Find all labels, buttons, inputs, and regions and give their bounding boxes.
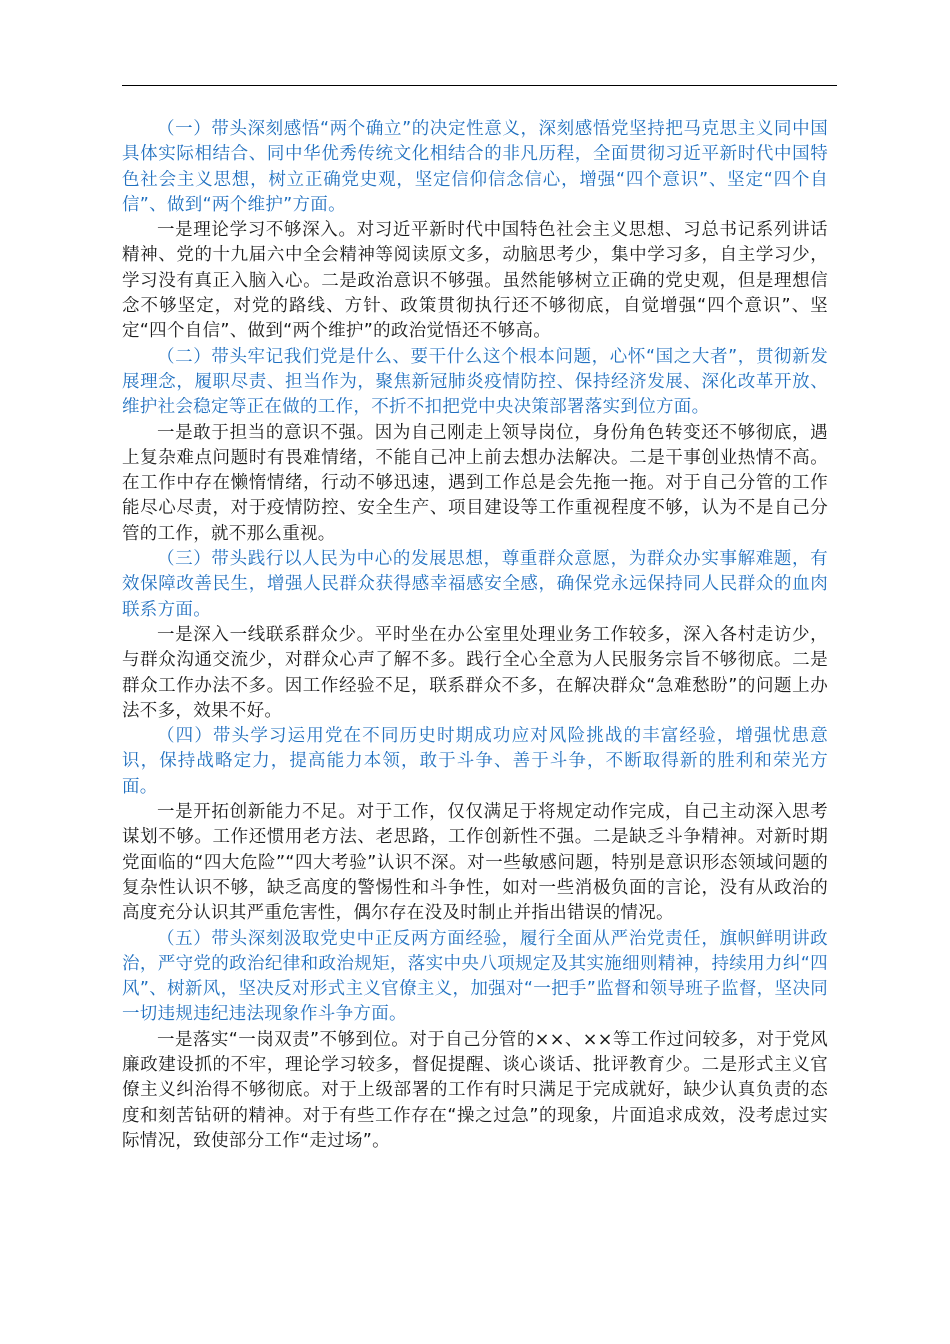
section-body-3: 一是深入一线联系群众少。平时坐在办公室里处理业务工作较多，深入各村走访少，与群众沟通交流少，对群众心声了解不多。践行全心全意为人民服务宗旨不够彻底。二是群众工作办法不多。因工作经验不足，联系群众不多，在解决群众“急难愁盼”的问题上办法不多，效果不好。 <box>122 624 828 721</box>
section-body-5: 一是落实“一岗双责”不够到位。对于自己分管的××、××等工作过问较多，对于党风廉政建设抓的不牢，理论学习较多，督促提醒、谈心谈话、批评教育少。二是形式主义官僚主义纠治得不够彻底。对于上级部署的工作有时只满足于完成就好，缺少认真负责的态度和刻苦钻研的精神。对于有些工作存在“操之过急”的现象，片面追求成效，没考虑过实际情况，致使部分工作“走过场”。 <box>122 1029 828 1151</box>
section-body-4: 一是开拓创新能力不足。对于工作，仅仅满足于将规定动作完成，自己主动深入思考谋划不够。工作还惯用老方法、老思路，工作创新性不强。二是缺乏斗争精神。对新时期党面临的“四大危险”“四大考验”认识不深。对一些敏感问题，特别是意识形态领域问题的复杂性认识不够，缺乏高度的警惕性和斗争性，如对一些消极负面的言论，没有从政治的高度充分认识其严重危害性，偶尔存在没及时制止并指出错误的情况。 <box>122 802 828 924</box>
header-rule <box>122 85 837 86</box>
section-body-2: 一是敢于担当的意识不强。因为自己刚走上领导岗位，身份角色转变还不够彻底，遇上复杂难点问题时有畏难情绪，不能自己冲上前去想办法解决。二是干事创业热情不高。在工作中存在懒惰情绪，行动不够迅速，遇到工作总是会先拖一拖。对于自己分管的工作能尽心尽责，对于疫情防控、安全生产、项目建设等工作重视程度不够，认为不是自己分管的工作，就不那么重视。 <box>122 422 828 544</box>
section-heading-1: （一）带头深刻感悟“两个确立”的决定性意义，深刻感悟党坚持把马克思主义同中国具体实际相结合、同中华优秀传统文化相结合的非凡历程，全面贯彻习近平新时代中国特色社会主义思想，树立正确党史观，坚定信仰信念信心，增强“四个意识”、坚定“四个自信”、做到“两个维护”方面。 <box>122 119 828 215</box>
section-heading-3: （三）带头践行以人民为中心的发展思想，尊重群众意愿，为群众办实事解难题，有效保障改善民生，增强人民群众获得感幸福感安全感，确保党永远保持同人民群众的血肉联系方面。 <box>122 549 828 620</box>
document-body <box>122 117 828 1154</box>
section-body-1: 一是理论学习不够深入。对习近平新时代中国特色社会主义思想、习总书记系列讲话精神、党的十九届六中全会精神等阅读原文多，动脑思考少，集中学习多，自主学习少，学习没有真正入脑入心。二是政治意识不够强。虽然能够树立正确的党史观，但是理想信念不够坚定，对党的路线、方针、政策贯彻执行还不够彻底，自觉增强“四个意识”、坚定“四个自信”、做到“两个维护”的政治觉悟还不够高。 <box>122 220 828 342</box>
section-heading-2: （二）带头牢记我们党是什么、要干什么这个根本问题，心怀“国之大者”，贯彻新发展理念，履职尽责、担当作为，聚焦新冠肺炎疫情防控、保持经济发展、深化改革开放、维护社会稳定等正在做的工作，不折不扣把党中央决策部署落实到位方面。 <box>122 346 828 418</box>
section-heading-4: （四）带头学习运用党在不同历史时期成功应对风险挑战的丰富经验，增强忧患意识，保持战略定力，提高能力本领，敢于斗争、善于斗争，不断取得新的胜利和荣光方面。 <box>122 726 828 797</box>
section-heading-5: （五）带头深刻汲取党史中正反两方面经验，履行全面从严治党责任，旗帜鲜明讲政治，严守党的政治纪律和政治规矩，落实中央八项规定及其实施细则精神，持续用力纠“四风”、树新风，坚决反对形式主义官僚主义，加强对“一把手”监督和领导班子监督，坚决同一切违规违纪违法现象作斗争方面。 <box>122 928 828 1025</box>
